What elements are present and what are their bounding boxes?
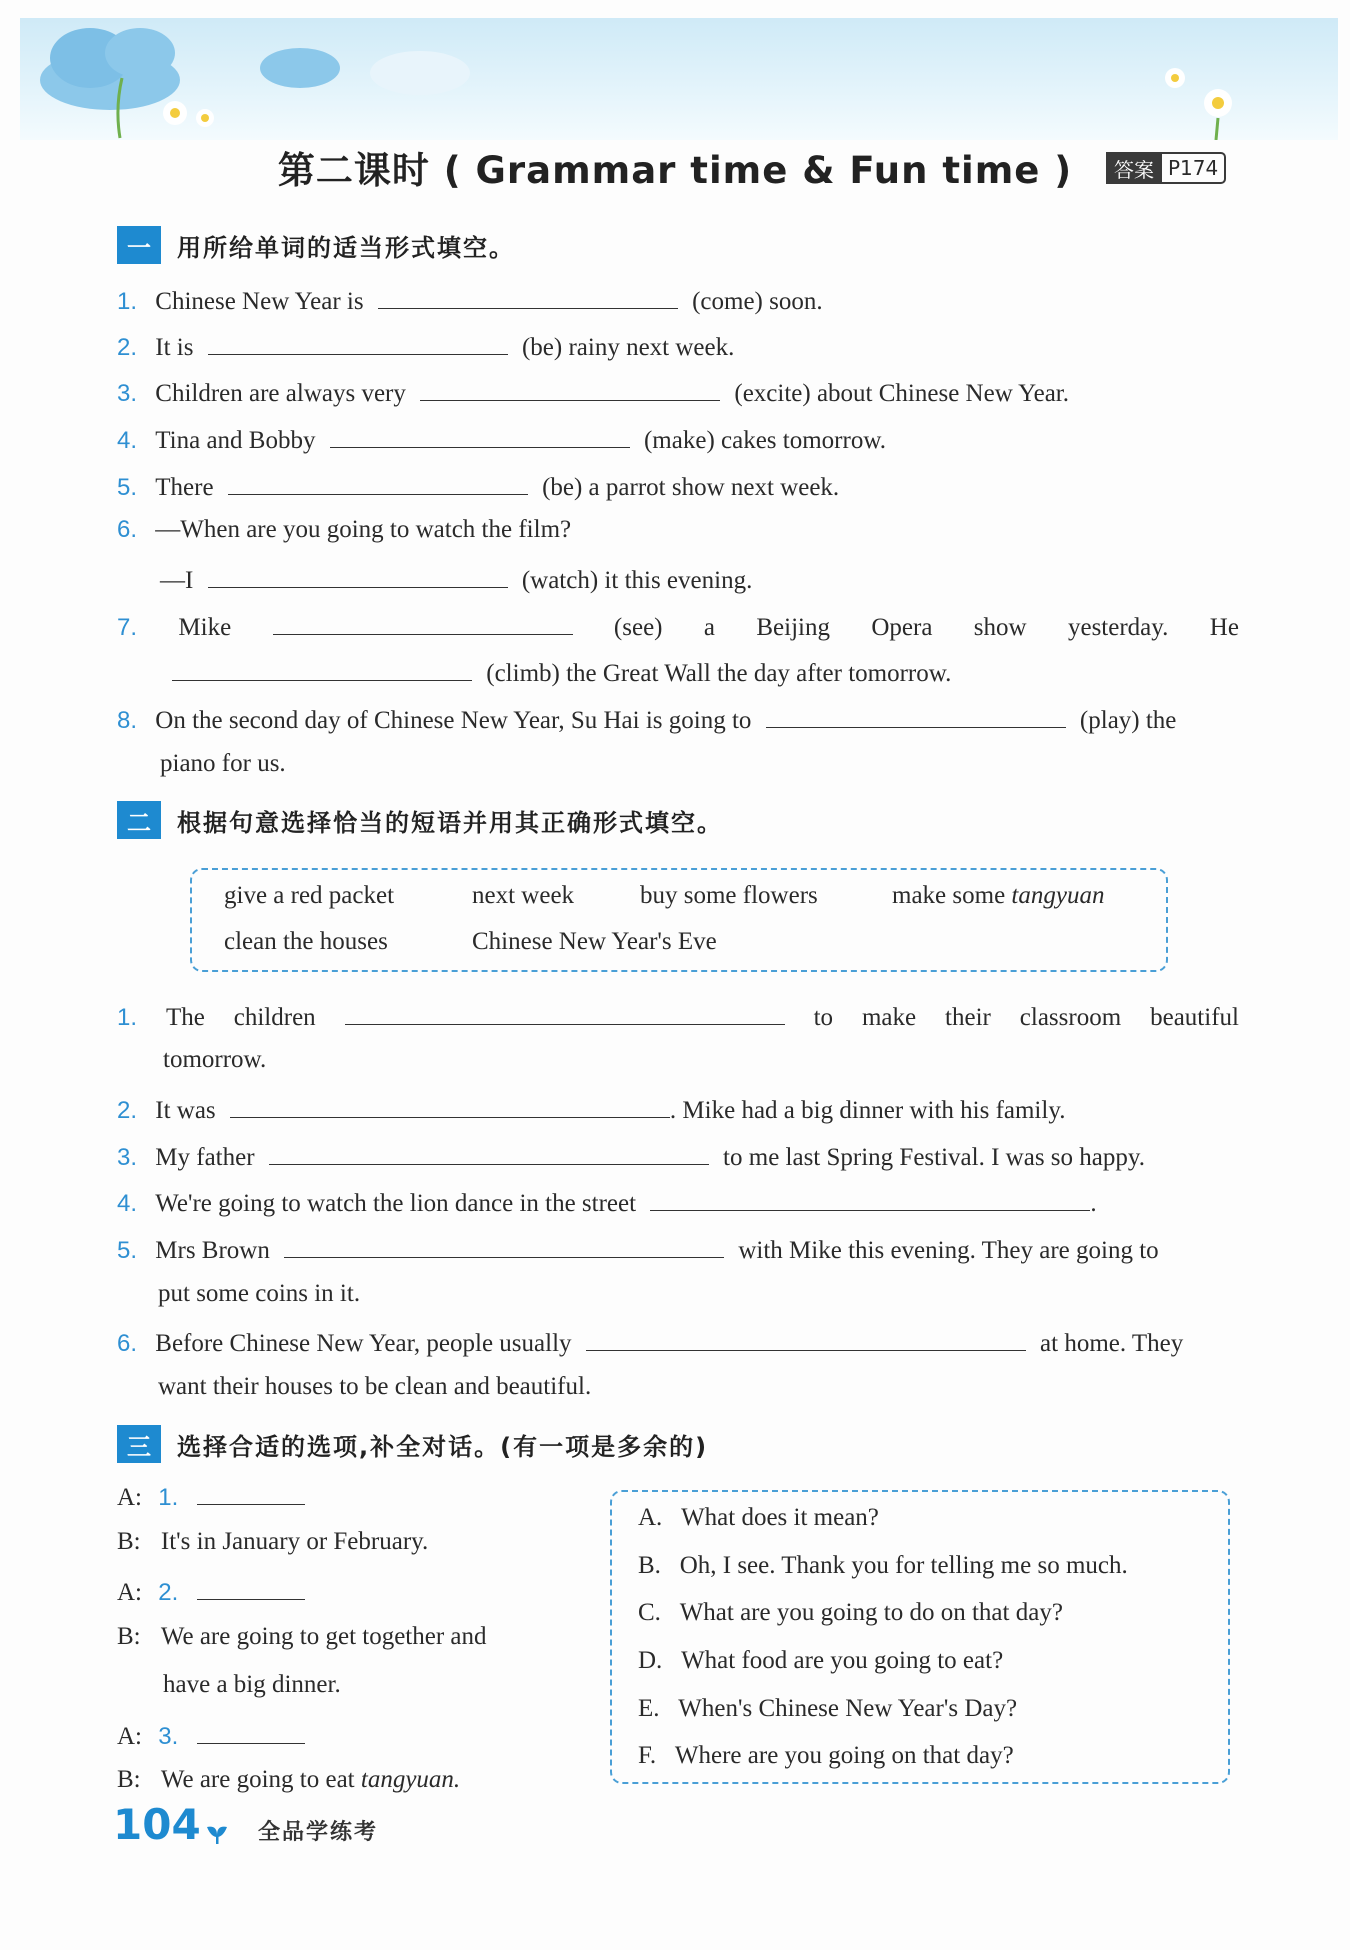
answer-blank[interactable] — [284, 1231, 724, 1258]
page-title: 第二课时 ( Grammar time & Fun time ) — [277, 149, 1073, 192]
section-instruction: 选择合适的选项,补全对话。(有一项是多余的) — [177, 1432, 709, 1461]
answer-page: P174 — [1162, 152, 1226, 184]
answer-blank[interactable] — [650, 1184, 1090, 1211]
answer-blank[interactable] — [197, 1478, 305, 1505]
exercise-item: 2. It was . Mike had a big dinner with his family. — [117, 1091, 1065, 1127]
option-item: C. What are you going to do on that day? — [638, 1599, 1063, 1626]
answer-blank[interactable] — [172, 654, 472, 681]
section-3-header — [117, 1424, 708, 1464]
exercise-item: 1. The children to make their classroom beautiful — [117, 998, 1239, 1034]
option-item: A. What does it mean? — [638, 1504, 879, 1531]
answer-blank[interactable] — [586, 1324, 1026, 1351]
exercise-item: 3. Children are always very (excite) about Chinese New Year. — [117, 374, 1069, 410]
phrase: make some tangyuan — [892, 882, 1105, 909]
section-number: 三 — [117, 1425, 161, 1463]
option-item: E. When's Chinese New Year's Day? — [638, 1695, 1018, 1722]
dialogue-line: B: We are going to eat tangyuan. — [117, 1766, 461, 1793]
exercise-item: 3. My father to me last Spring Festival. I was so happy. — [117, 1138, 1145, 1174]
brand-name: 全品学练考 — [258, 1820, 379, 1845]
answer-blank[interactable] — [269, 1138, 709, 1165]
answer-reference — [1106, 152, 1226, 184]
dialogue-line: B: It's in January or February. — [117, 1528, 429, 1555]
dialogue-line: A: 2. — [117, 1573, 305, 1609]
section-2-header — [117, 800, 723, 840]
header-banner — [20, 18, 1338, 140]
answer-blank[interactable] — [420, 374, 720, 401]
answer-blank[interactable] — [378, 282, 678, 309]
phrase: Chinese New Year's Eve — [472, 928, 717, 955]
answer-blank[interactable] — [273, 608, 573, 635]
exercise-item-continuation: piano for us. — [160, 750, 286, 777]
exercise-item-continuation: want their houses to be clean and beautiful. — [158, 1373, 592, 1400]
cloud-flower-decoration-icon — [20, 18, 1338, 140]
option-item: F. Where are you going on that day? — [638, 1742, 1014, 1769]
exercise-item: 1. Chinese New Year is (come) soon. — [117, 282, 823, 318]
section-number: 一 — [117, 226, 161, 264]
dialogue-line: B: We are going to get together and — [117, 1623, 487, 1650]
section-instruction: 用所给单词的适当形式填空。 — [177, 233, 515, 262]
exercise-item: 2. It is (be) rainy next week. — [117, 328, 734, 364]
answer-label: 答案 — [1106, 152, 1162, 184]
dialogue-line: have a big dinner. — [163, 1671, 341, 1698]
answer-blank[interactable] — [345, 998, 785, 1025]
dialogue-line: A: 3. — [117, 1717, 305, 1753]
dialogue-line: A: 1. — [117, 1478, 305, 1514]
section-instruction: 根据句意选择恰当的短语并用其正确形式填空。 — [177, 808, 723, 837]
exercise-item: 4. We're going to watch the lion dance in the street . — [117, 1184, 1097, 1220]
exercise-item: —I (watch) it this evening. — [160, 561, 752, 597]
answer-blank[interactable] — [197, 1717, 305, 1744]
option-item: D. What food are you going to eat? — [638, 1647, 1004, 1674]
answer-blank[interactable] — [230, 1091, 670, 1118]
exercise-item-continuation: tomorrow. — [163, 1046, 267, 1073]
exercise-item: 4. Tina and Bobby (make) cakes tomorrow. — [117, 421, 886, 457]
answer-blank[interactable] — [208, 561, 508, 588]
answer-blank[interactable] — [197, 1573, 305, 1600]
answer-blank[interactable] — [208, 328, 508, 355]
section-number: 二 — [117, 801, 161, 839]
answer-blank[interactable] — [330, 421, 630, 448]
phrase: give a red packet — [224, 882, 395, 909]
exercise-item: 5. There (be) a parrot show next week. — [117, 468, 839, 504]
exercise-item-continuation: (climb) the Great Wall the day after tomorrow. — [172, 654, 951, 690]
exercise-item: 8. On the second day of Chinese New Year, Su Hai is going to (play) the — [117, 701, 1176, 737]
section-1-header — [117, 225, 515, 265]
option-item: B. Oh, I see. Thank you for telling me so much. — [638, 1552, 1128, 1579]
exercise-item: 7. Mike (see) a Beijing Opera show yesterday. He — [117, 608, 1239, 644]
answer-blank[interactable] — [228, 468, 528, 495]
exercise-item-continuation: put some coins in it. — [158, 1280, 361, 1307]
phrase: buy some flowers — [640, 882, 818, 909]
phrase: next week — [472, 882, 575, 909]
options-box — [610, 1490, 1230, 1784]
leaf-icon — [205, 1823, 229, 1845]
phrase: clean the houses — [224, 928, 388, 955]
phrase-bank — [190, 868, 1168, 972]
answer-blank[interactable] — [766, 701, 1066, 728]
page-number: 104 — [113, 1800, 201, 1849]
exercise-item: 6. Before Chinese New Year, people usually at home. They — [117, 1324, 1183, 1360]
exercise-item: 5. Mrs Brown with Mike this evening. They are going to — [117, 1231, 1159, 1267]
exercise-item: 6. —When are you going to watch the film? — [117, 516, 572, 543]
